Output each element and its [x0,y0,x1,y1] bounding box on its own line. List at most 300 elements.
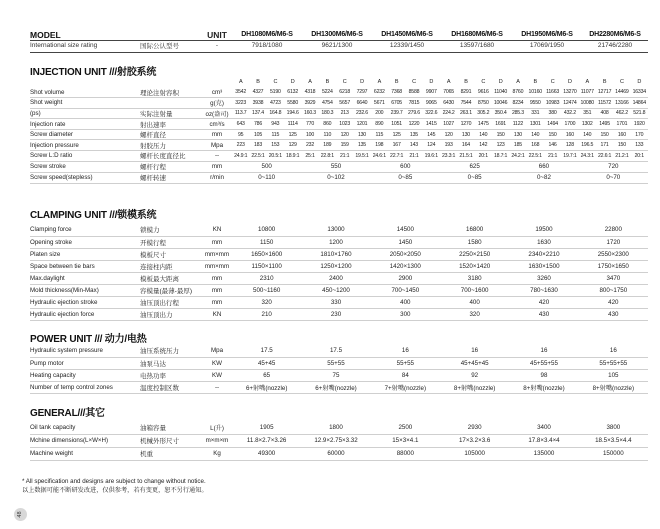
spec-value: 196.5 [579,140,596,151]
spec-value: 6705 [388,98,405,109]
screw-letter: D [498,79,503,85]
spec-value: 11663 [544,87,561,98]
spec-value: 430 [579,308,648,320]
spec-value: 3938 [249,98,266,109]
spec-value: 10046 [492,98,509,109]
spec-value: 49300 [232,447,301,460]
spec-unit: mm [202,236,232,248]
spec-value: 7544 [457,98,474,109]
spec-label-en: Pump motor [30,357,140,369]
spec-value: 23.3:1 [440,151,457,162]
spec-value: 143 [405,140,422,151]
spec-value: 1475 [475,119,492,130]
spec-label-cn: 螺杆行程 [140,161,202,172]
spec-label-en: Space between tie bars [30,260,140,272]
spec-value: 21:1 [405,151,422,162]
spec-value: 2050×2050 [371,248,440,260]
section-injection-title: INJECTION UNIT ///射胶系统 [30,67,157,78]
screw-letter: D [290,79,295,85]
spec-label-en: Max.daylight [30,272,140,284]
spec-value: 105 [249,129,266,140]
spec-label-cn [140,98,202,109]
spec-value: 4327 [249,87,266,98]
spec-value: 890 [371,119,388,130]
spec-value: 189 [319,140,336,151]
spec-value: 3260 [509,272,578,284]
spec-value: 113.7 [232,108,249,119]
spec-label-cn: 油压顶出行程 [140,296,202,308]
spec-label-cn: 射胶压力 [140,140,202,151]
spec-value: 1250×1200 [301,260,370,272]
spec-value: 232 [301,140,318,151]
spec-value: 19.7:1 [561,151,578,162]
spec-value: 129 [284,140,301,151]
spec-value: 20:1 [631,151,648,162]
spec-unit: cm³/s [202,119,232,130]
spec-value: 6218 [336,87,353,98]
spec-value: 420 [509,296,578,308]
spec-value: 1691 [492,119,509,130]
spec-value: 500~1160 [232,284,301,296]
footnote-en: * All specification and designs are subject to change without notice. [22,478,206,485]
spec-value: 1905 [232,421,301,434]
spec-value: 150 [596,129,613,140]
spec-value: 550 [301,161,370,172]
spec-label-cn: 机重 [140,447,202,460]
spec-value: 660 [509,161,578,172]
spec-value: 142 [475,140,492,151]
spacer-cell [202,77,232,87]
spec-label-en: Hydraulic ejection stroke [30,296,140,308]
spec-value: 24.2:1 [509,151,526,162]
spec-value: 65 [232,369,301,381]
spec-row [30,172,648,183]
spec-value: 13000 [301,224,370,236]
spec-value: 180.3 [319,108,336,119]
spec-value: 10160 [527,87,544,98]
spec-value: 150 [492,129,509,140]
spec-value: 110 [319,129,336,140]
spec-value: 88000 [371,447,440,460]
spec-value: 462.2 [613,108,630,119]
spec-label-cn: 射出速率 [140,119,202,130]
spec-value: 146 [544,140,561,151]
spec-value: 279.6 [405,108,422,119]
spec-value: 15×3×4.1 [371,434,440,447]
spec-value: 167 [388,140,405,151]
spec-value: 1201 [353,119,370,130]
spec-value: 786 [249,119,266,130]
screw-letter-row [30,77,648,87]
spec-value: 45+45+45 [440,357,509,369]
spec-row [30,308,648,320]
spec-value: 8760 [509,87,526,98]
spec-value: 168 [527,140,544,151]
spec-value: 55+55 [301,357,370,369]
spec-value: 239.7 [388,108,405,119]
spec-row [30,224,648,236]
spec-value: 6430 [440,98,457,109]
spec-value: 430 [509,308,578,320]
spec-value: 12717 [596,87,613,98]
spec-label-cn: 螺杆长度直径比 [140,151,202,162]
spec-value: 0~102 [301,172,370,183]
section-general-title: GENERAL///其它 [30,408,105,419]
spec-label-cn: 油压系统压力 [140,345,202,357]
spec-value: 7368 [388,87,405,98]
spec-value: 16334 [631,87,648,98]
spec-value: 400 [440,296,509,308]
header-divider [30,40,648,41]
power-table [30,345,648,394]
spec-unit: oz(盎司) [202,108,232,119]
spec-value: 130 [509,129,526,140]
spec-value: 11040 [492,87,509,98]
spec-value: 55+55 [371,357,440,369]
spec-value: 19.6:1 [423,151,440,162]
spec-row [30,87,648,98]
spec-value: 1630×1500 [509,260,578,272]
spec-value: 140 [475,129,492,140]
spec-value: 3800 [579,421,648,434]
spec-value: 24.9:1 [232,151,249,162]
spec-value: 17.8×3.4×4 [509,434,578,447]
spec-value: 8234 [509,98,526,109]
spec-value: 5224 [319,87,336,98]
spec-value: 213 [336,108,353,119]
spec-unit: KN [202,224,232,236]
spec-row [30,447,648,460]
spec-label-cn: 油泵马达 [140,357,202,369]
spec-value: 10080 [579,98,596,109]
spec-value: 9616 [475,87,492,98]
screw-letter: A [516,79,520,85]
section-clamping-title: CLAMPING UNIT ///锁模系统 [30,210,157,221]
spec-value: 153 [267,140,284,151]
spec-value: 0~85 [440,172,509,183]
spec-value: 14469 [613,87,630,98]
spec-value: 160.3 [301,108,318,119]
spec-value: 17.5 [301,345,370,357]
spec-value: 1650×1600 [232,248,301,260]
spec-value: 1920 [631,119,648,130]
spec-value: 193 [440,140,457,151]
spec-value: 0~85 [371,172,440,183]
spec-row [30,381,648,393]
spec-value: 18.7:1 [492,151,509,162]
spec-value: 432.2 [561,108,578,119]
spec-value: 10800 [232,224,301,236]
spec-unit: mm [202,129,232,140]
spec-value: 1520×1420 [440,260,509,272]
spec-value: 1114 [284,119,301,130]
screw-letter: C [412,79,416,85]
spec-value: 13166 [613,98,630,109]
spec-value: 223 [232,140,249,151]
spec-row [30,272,648,284]
spec-value: 100 [301,129,318,140]
spec-value: 21.5:1 [457,151,474,162]
spec-value: 943 [267,119,284,130]
spec-label-cn: 油箱容量 [140,421,202,434]
spec-label-en: Machine weight [30,447,140,460]
model-name: DH1300M6/M6-S [311,31,363,38]
spec-value: 12474 [561,98,578,109]
screw-letter: B [394,79,399,85]
spec-row [30,129,648,140]
spec-value: 16 [371,345,440,357]
spec-value: 150 [544,129,561,140]
spec-unit: mm [202,284,232,296]
spec-value: 700~1450 [371,284,440,296]
spacer-cell [140,77,202,87]
spec-unit: Mpa [202,345,232,357]
spec-label-en: Hydraulic system pressure [30,345,140,357]
spec-value: 11.8×2.7×3.26 [232,434,301,447]
spec-value: 145 [423,129,440,140]
spec-value: 9550 [527,98,544,109]
model-name: DH1680M6/M6-S [451,31,503,38]
spec-label-en: Number of temp control zones [30,381,140,393]
spec-value: 305.2 [475,108,492,119]
spec-value: 625 [440,161,509,172]
spec-label-en: Mold thickness(Min-Max) [30,284,140,296]
spec-value: 200 [371,108,388,119]
spec-unit: mm [202,161,232,172]
spec-value: 115 [267,129,284,140]
spec-value: 331 [527,108,544,119]
model-name: DH1950M6/M6-S [521,31,573,38]
spec-value: 330 [301,296,370,308]
spec-label-cn: 螺杆转速 [140,172,202,183]
spec-value: 1150 [232,236,301,248]
spec-value: 408 [596,108,613,119]
spec-value: 140 [527,129,544,140]
spec-value: 3929 [301,98,318,109]
spec-value: 285.3 [509,108,526,119]
spec-unit: Kg [202,447,232,460]
spec-value: 105000 [440,447,509,460]
spec-label-en: Shot volume [30,87,140,98]
intl-size-value: 17069/1950 [529,42,565,49]
spec-value: 780~1630 [509,284,578,296]
spec-value: 5657 [336,98,353,109]
spec-value: 8588 [405,87,422,98]
spec-value: 500 [232,161,301,172]
spec-value: 160 [561,129,578,140]
spec-value: 1495 [596,119,613,130]
spec-label-en: Screw L:D ratio [30,151,140,162]
spec-value: 1051 [388,119,405,130]
spec-row [30,151,648,162]
spec-value: 1200 [301,236,370,248]
spec-label-en: Screw stroke [30,161,140,172]
spec-value: 25:1 [301,151,318,162]
screw-letter: A [585,79,589,85]
spec-value: 21.2:1 [613,151,630,162]
spec-value: 9065 [423,98,440,109]
spec-row [30,345,648,357]
spec-unit: KW [202,369,232,381]
spec-row [30,357,648,369]
screw-letter: A [308,79,312,85]
spec-label-en: Platen size [30,248,140,260]
spec-value: 22.6:1 [596,151,613,162]
spec-value: 137.4 [249,108,266,119]
spec-value: 7815 [405,98,422,109]
model-name: DH2280M6/M6-S [589,31,641,38]
spec-label-en: Heating capacity [30,369,140,381]
spec-value: 7297 [353,87,370,98]
screw-letter: C [342,79,347,85]
spec-value: 1700 [561,119,578,130]
spec-value: 9907 [423,87,440,98]
spec-label-en: Hydraulic ejection force [30,308,140,320]
screw-letter: A [377,79,382,85]
spec-label-cn: 电热功率 [140,369,202,381]
spec-row [30,296,648,308]
spec-value: 16 [509,345,578,357]
screw-letter: A [446,79,451,85]
spec-value: 1580 [440,236,509,248]
spec-value: 0~70 [579,172,648,183]
spec-label-cn: 机械外形尺寸 [140,434,202,447]
spec-value: 300 [371,308,440,320]
clamping-table [30,224,648,321]
spec-value: 12.9×2.75×3.32 [301,434,370,447]
spec-value: 135 [353,140,370,151]
spec-value: 2310 [232,272,301,284]
spec-value: 3542 [232,87,249,98]
spec-unit: KW [202,357,232,369]
spec-value: 55+55+55 [579,357,648,369]
spec-value: 8+射嘴(nozzle) [579,381,648,393]
spec-label-cn: 开模行程 [140,236,202,248]
intl-size-value: 9621/1300 [321,42,353,49]
screw-letter: C [550,79,555,85]
spec-row [30,98,648,109]
spec-value: 232.6 [353,108,370,119]
spec-value: 1027 [440,119,457,130]
spec-value: 350.4 [492,108,509,119]
spec-value: 105 [579,369,648,381]
spec-row [30,369,648,381]
spec-value: 16 [440,345,509,357]
spec-value: 22800 [579,224,648,236]
spec-value: 230 [301,308,370,320]
spec-value: 10983 [544,98,561,109]
spec-value: 224.2 [440,108,457,119]
spec-value: 2930 [440,421,509,434]
spec-value: 159 [336,140,353,151]
footnotes [22,477,208,495]
spec-value: 140 [579,129,596,140]
spec-label-cn: 锁模力 [140,224,202,236]
spec-label-en: Clamping force [30,224,140,236]
spec-value: 5190 [267,87,284,98]
spec-value: 1415 [423,119,440,130]
spec-value: 17×3.2×3.6 [440,434,509,447]
spec-row [30,434,648,447]
screw-letter: D [568,79,572,85]
spec-row [30,236,648,248]
spec-unit: L(升) [202,421,232,434]
spec-unit: -- [202,381,232,393]
spec-value: 320 [440,308,509,320]
spec-unit: KN [202,308,232,320]
spec-unit: -- [202,151,232,162]
spec-value: 20.5:1 [267,151,284,162]
spec-value: 98 [509,369,578,381]
spec-value: 75 [301,369,370,381]
spec-label-en: Oil tank capacity [30,421,140,434]
spec-value: 95 [232,129,249,140]
spec-value: 22.5:1 [249,151,266,162]
screw-letter: B [533,79,537,85]
spec-value: 160 [613,129,630,140]
spec-value: 19500 [509,224,578,236]
spec-value: 125 [284,129,301,140]
spec-label-cn: 油压顶出力 [140,308,202,320]
intl-size-value: 13597/1680 [459,42,495,49]
spec-value: 19.5:1 [353,151,370,162]
spec-value: 123 [492,140,509,151]
spec-value: 130 [353,129,370,140]
spec-value: 92 [440,369,509,381]
spec-value: 22.7:1 [388,151,405,162]
spec-value: 1301 [527,119,544,130]
spec-value: 400 [371,296,440,308]
intl-size-label-en: International size rating [30,42,98,49]
spec-value: 16800 [440,224,509,236]
spec-value: 1720 [579,236,648,248]
spec-value: 1494 [544,119,561,130]
spec-label-cn: 温度控制区数 [140,381,202,393]
spec-unit: g(克) [202,98,232,109]
model-name: DH1080M6/M6-S [241,31,293,38]
screw-letter: D [360,79,364,85]
spec-unit: m×m×m [202,434,232,447]
spec-label-en: Screw speed(stepless) [30,172,140,183]
spec-value: 14864 [631,98,648,109]
spec-value: 164 [457,140,474,151]
intl-size-value: 21746/2280 [597,42,633,49]
spec-unit: mm [202,296,232,308]
spec-value: 128 [561,140,578,151]
spec-value: 2400 [301,272,370,284]
spec-value: 20:1 [475,151,492,162]
spec-unit: mm [202,272,232,284]
spec-value: 420 [579,296,648,308]
model-name: DH1450M6/M6-S [381,31,433,38]
spec-value: 60000 [301,447,370,460]
spec-value: 1810×1760 [301,248,370,260]
spec-value: 5580 [284,98,301,109]
spec-row [30,260,648,272]
spec-row [30,108,648,119]
spec-value: 210 [232,308,301,320]
spec-value: 720 [579,161,648,172]
spec-value: 860 [319,119,336,130]
spec-value: 320 [232,296,301,308]
spec-value: 183 [249,140,266,151]
spec-unit: r/min [202,172,232,183]
spec-label-en: Shot weight [30,98,140,109]
unit-label: UNIT [207,29,227,40]
spec-value: 120 [440,129,457,140]
spec-value: 4723 [267,98,284,109]
spec-value: 2550×2300 [579,248,648,260]
